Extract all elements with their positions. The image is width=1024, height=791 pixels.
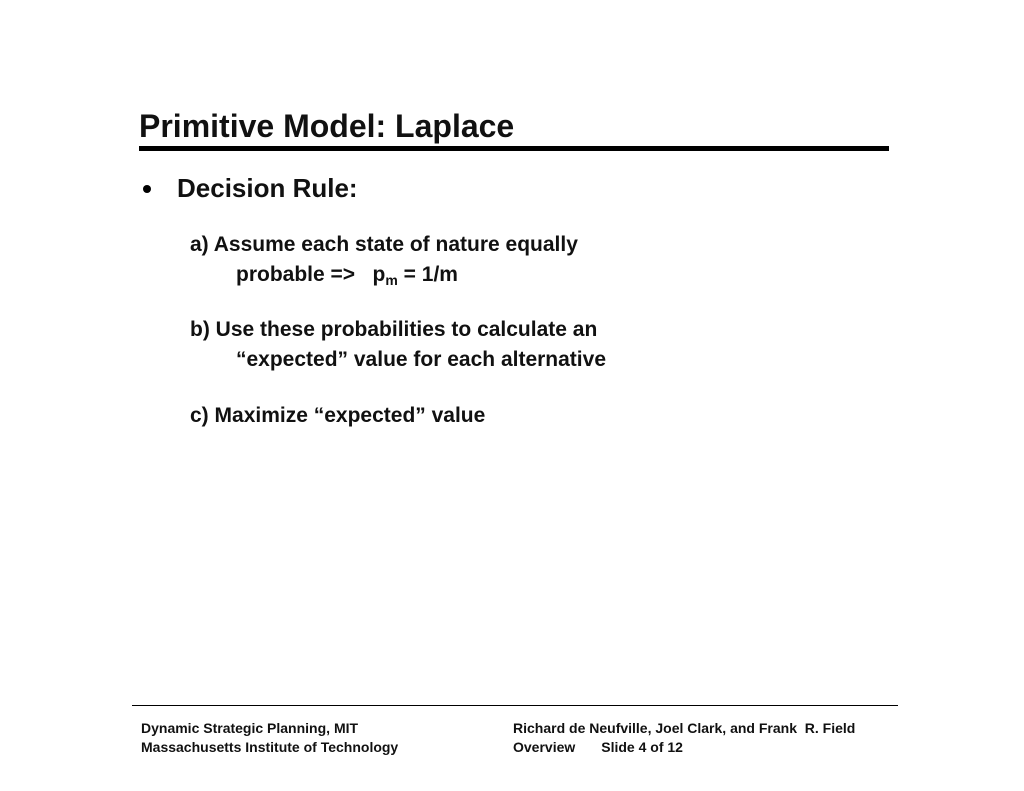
item-line1: Use these probabilities to calculate an bbox=[215, 318, 598, 341]
footer-right bbox=[513, 719, 855, 757]
list-item-c bbox=[190, 401, 485, 431]
formula-suffix: = 1/m bbox=[397, 263, 458, 286]
footer-divider bbox=[132, 705, 898, 706]
title-underline bbox=[139, 146, 889, 151]
footer-section: Overview bbox=[513, 739, 576, 755]
bullet-decision-rule: Decision Rule: bbox=[177, 173, 358, 203]
bullet-dot-icon bbox=[143, 185, 151, 193]
item-line1: Maximize “expected” value bbox=[214, 404, 486, 427]
footer-slide-info bbox=[513, 738, 855, 757]
list-item-a bbox=[190, 230, 578, 290]
item-label: c) bbox=[190, 404, 209, 427]
footer-authors: Richard de Neufville, Joel Clark, and Frank R. Field bbox=[513, 720, 856, 736]
formula-prefix: probable => p bbox=[236, 263, 386, 286]
item-line1: Assume each state of nature equally bbox=[213, 233, 578, 256]
item-label: a) bbox=[190, 233, 209, 256]
footer-slide-number: Slide 4 of 12 bbox=[601, 739, 683, 755]
list-item-b bbox=[190, 315, 606, 375]
formula-subscript: m bbox=[385, 272, 398, 288]
slide-title: Primitive Model: Laplace bbox=[139, 108, 515, 144]
item-line2: “expected” value for each alternative bbox=[236, 348, 606, 371]
item-line2 bbox=[190, 260, 578, 290]
footer-institution: Massachusetts Institute of Technology bbox=[141, 739, 399, 755]
item-label: b) bbox=[190, 318, 210, 341]
footer-course: Dynamic Strategic Planning, MIT bbox=[141, 720, 359, 736]
footer-left bbox=[141, 719, 398, 757]
